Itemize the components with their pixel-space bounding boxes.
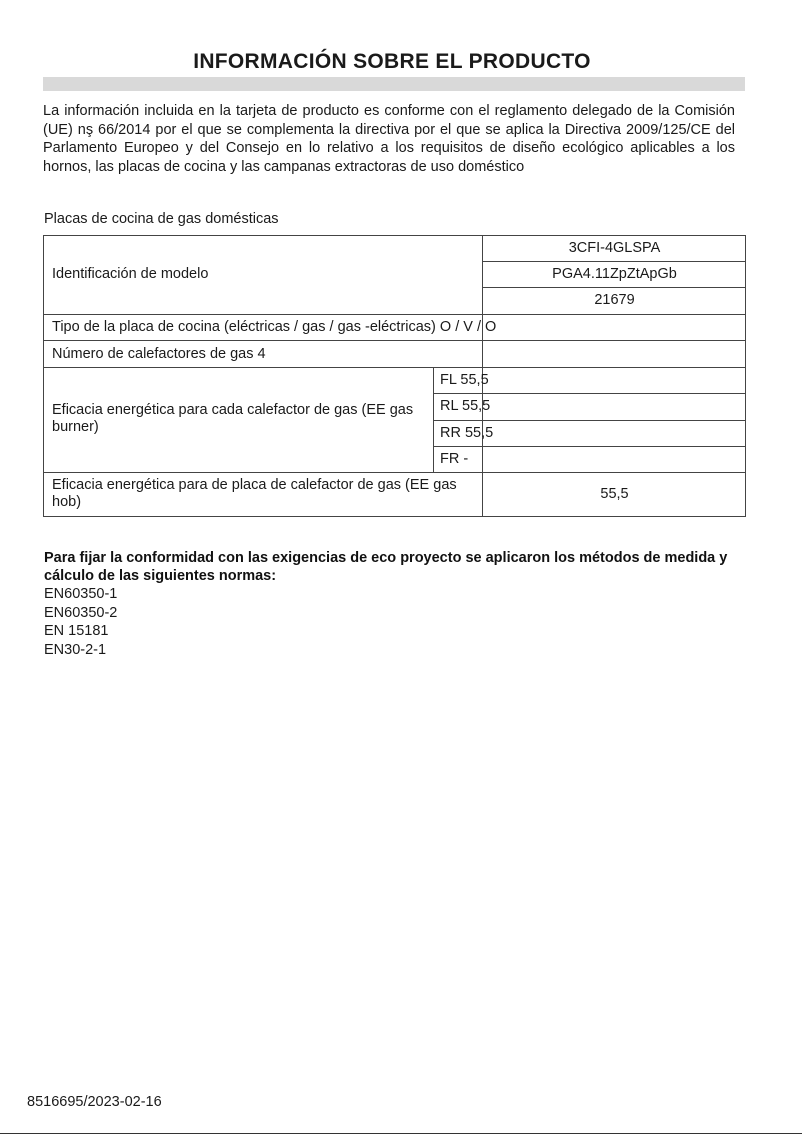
model-label: Identificación de modelo bbox=[52, 266, 209, 282]
table-divider bbox=[433, 393, 746, 394]
table-divider bbox=[44, 472, 746, 473]
burner-value: RR 55,5 bbox=[440, 425, 494, 441]
norm-item: EN60350-2 bbox=[44, 605, 118, 621]
title-underline-bar bbox=[43, 77, 745, 91]
document-code: 8516695/2023-02-16 bbox=[27, 1094, 162, 1110]
table-divider bbox=[433, 446, 746, 447]
burner-value: FL 55,5 bbox=[440, 372, 489, 388]
norm-item: EN60350-1 bbox=[44, 586, 118, 602]
norm-item: EN 15181 bbox=[44, 623, 109, 639]
hob-efficiency-label: Eficacia energética para de placa de calefactor de gas (EE gas hob) bbox=[52, 477, 457, 510]
table-divider bbox=[44, 340, 746, 341]
table-divider bbox=[482, 287, 746, 288]
table-divider bbox=[44, 314, 746, 315]
burner-count-label: Número de calefactores de gas 4 bbox=[52, 346, 266, 362]
burner-efficiency-label: Eficacia energética para cada calefactor de gas (EE gas burner) bbox=[52, 402, 414, 435]
table-divider bbox=[482, 261, 746, 262]
norms-heading: Para fijar la conformidad con las exigencias de eco proyecto se aplicaron los métodos de medida y cálculo de las siguientes normas: bbox=[44, 550, 728, 584]
intro-paragraph: La información incluida en la tarjeta de producto es conforme con el reglamento delegado de la Comisión (UE) nş 66/2014 por el que se complementa la directiva por el que se aplica la Directiva 2009/125/CE del Parlamento Europeo y del Consejo en lo relativo a los requisitos de diseño ecológico aplicables a los hornos, las placas de cocina y las campanas extractoras de uso doméstico bbox=[43, 103, 735, 175]
section-label: Placas de cocina de gas domésticas bbox=[44, 211, 279, 227]
table-divider bbox=[44, 367, 746, 368]
hob-type-label: Tipo de la placa de cocina (eléctricas / gas / gas -eléctricas) O / V / O bbox=[52, 319, 497, 335]
hob-efficiency-value: 55,5 bbox=[600, 486, 629, 502]
model-value: 3CFI-4GLSPA bbox=[568, 240, 661, 256]
model-value: 21679 bbox=[594, 292, 635, 308]
burner-value: RL 55,5 bbox=[440, 398, 491, 414]
bottom-rule bbox=[0, 1133, 802, 1134]
norm-item: EN30-2-1 bbox=[44, 642, 107, 658]
table-divider bbox=[433, 420, 746, 421]
model-value: PGA4.11ZpZtApGb bbox=[552, 266, 677, 282]
page-title: INFORMACIÓN SOBRE EL PRODUCTO bbox=[193, 50, 591, 73]
burner-value: FR - bbox=[440, 451, 469, 467]
spec-table bbox=[43, 235, 746, 517]
table-divider bbox=[433, 367, 434, 472]
